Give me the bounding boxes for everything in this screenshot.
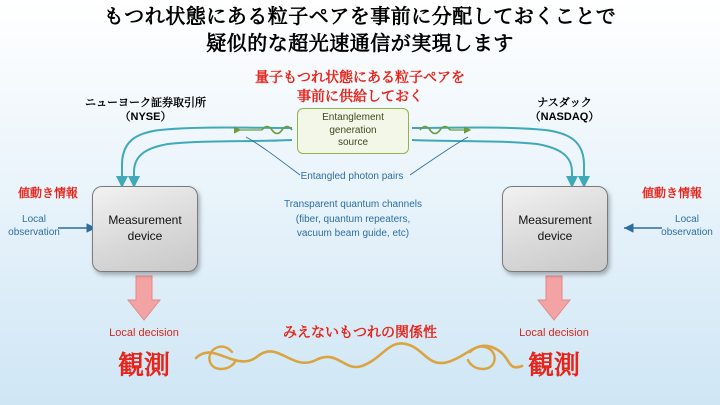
left-input-en-line-2: observation	[8, 227, 60, 238]
right-local-decision-text: Local decision	[519, 327, 589, 339]
entanglement-source-box	[297, 108, 409, 154]
right-input-red-text: 値動き情報	[641, 186, 702, 200]
right-input-red-label	[626, 184, 718, 201]
source-line-3: source	[337, 137, 368, 149]
entangled-pairs-label	[252, 170, 452, 185]
right-exchange-line-1: ナスダック	[537, 97, 592, 109]
left-input-en-line-1: Local	[22, 214, 46, 225]
headline-red-line-1: 量子もつれ状態にある粒子ペアを	[255, 69, 465, 85]
right-input-en-label	[658, 213, 716, 239]
entangled-pairs-text: Entangled photon pairs	[300, 171, 404, 182]
channel-line-3: vacuum beam guide, etc)	[296, 228, 410, 239]
left-input-red-label	[2, 184, 94, 201]
left-observation-text: 観測	[117, 350, 170, 380]
left-exchange-line-2: （NYSE）	[119, 111, 172, 124]
right-observation-label	[494, 345, 614, 382]
left-observation-label	[84, 345, 204, 382]
right-device-line-1: Measurement	[518, 213, 592, 228]
channel-line-2: (fiber, quantum repeaters,	[295, 213, 411, 225]
source-line-2: generation	[329, 124, 377, 136]
left-input-red-text: 値動き情報	[17, 186, 78, 200]
right-exchange-label	[497, 96, 632, 125]
bottom-caption-text: みえないもつれの関係性	[283, 324, 437, 340]
title-line-1: もつれ状態にある粒子ペアを事前に分配しておくことで	[103, 6, 617, 28]
right-device-line-2: device	[537, 229, 573, 243]
right-input-en-line-2: observation	[661, 227, 713, 238]
channel-line-1: Transparent quantum channels	[283, 199, 423, 210]
page-title	[0, 4, 720, 58]
left-measurement-device	[92, 186, 198, 272]
left-device-line-2: device	[127, 229, 163, 243]
left-device-line-1: Measurement	[108, 213, 182, 228]
left-output-arrow	[128, 276, 160, 320]
right-measurement-device	[502, 186, 608, 272]
right-output-arrow	[538, 276, 570, 320]
right-input-en-line-1: Local	[675, 214, 699, 225]
left-exchange-label	[78, 96, 213, 125]
right-observation-text: 観測	[527, 350, 580, 380]
headline-red-line-2: 事前に供給しておく	[297, 87, 423, 104]
bottom-caption	[0, 322, 720, 342]
quantum-channels-label	[240, 198, 466, 242]
left-input-en-label	[6, 213, 62, 239]
left-exchange-line-1: ニューヨーク証券取引所	[85, 97, 206, 109]
title-line-2: 疑似的な超光速通信が実現します	[206, 33, 514, 55]
left-local-decision-text: Local decision	[109, 327, 179, 339]
right-exchange-line-2: （NASDAQ）	[529, 111, 600, 124]
source-line-1: Entanglement	[322, 112, 384, 124]
